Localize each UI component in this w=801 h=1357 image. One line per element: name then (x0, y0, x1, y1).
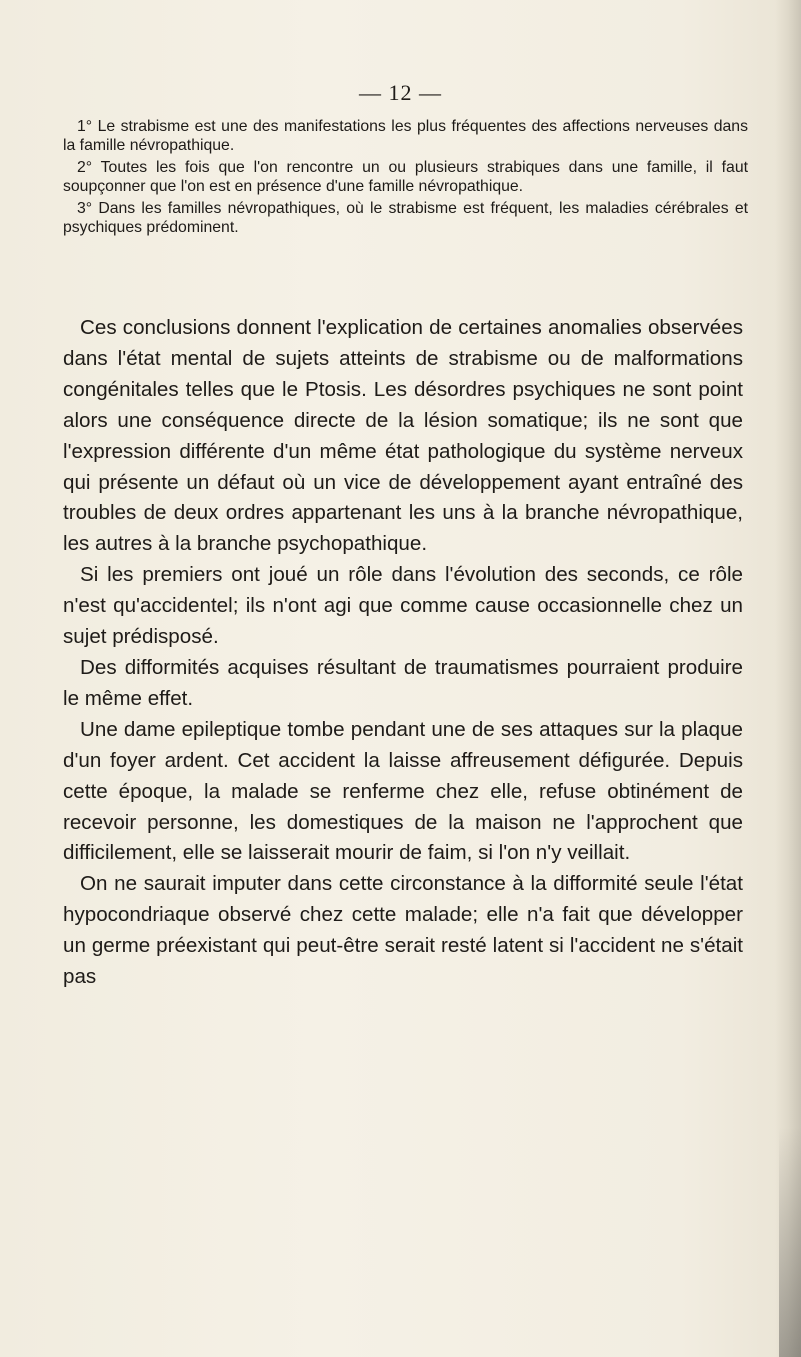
page-number: — 12 — (359, 80, 442, 105)
conclusion-item: 2° Toutes les fois que l'on rencontre un ou plusieurs strabiques dans une famille, il faut soupçonner que l'on est en présence d'une famille névropathique. (63, 159, 748, 195)
conclusion-item: 1° Le strabisme est une des manifestations les plus fréquentes des affections nerveuses dans la famille névropathique. (63, 118, 748, 154)
body-text (63, 313, 743, 993)
paragraph: Ces conclusions donnent l'explication de certaines anomalies observées dans l'état mental de sujets atteints de strabisme ou de malformations congénitales telles que le Ptosis. Les désordres psychiques ne sont point alors une conséquence directe de la lésion somatique; ils ne sont que l'expression différente d'un même état pathologique du système nerveux qui présente un défaut où un vice de développement ayant entraîné des troubles de deux ordres appartenant les uns à la branche névropathique, les autres à la branche psychopathique. (63, 316, 743, 556)
conclusions-list (63, 117, 748, 240)
paragraph: Si les premiers ont joué un rôle dans l'évolution des seconds, ce rôle n'est qu'accidentel; ils n'ont agi que comme cause occasionnelle chez un sujet prédisposé. (63, 563, 743, 649)
paragraph: Une dame epileptique tombe pendant une de ses attaques sur la plaque d'un foyer ardent. Cet accident la laisse affreusement défigurée. Depuis cette époque, la malade se renferme chez elle, refuse obtinément de recevoir personne, les domestiques de la maison ne l'approchent que difficilement, elle se laisserait mourir de faim, si l'on n'y veillait. (63, 717, 743, 865)
conclusion-item: 3° Dans les familles névropathiques, où le strabisme est fréquent, les maladies cérébrales et psychiques prédominent. (63, 200, 748, 236)
paragraph: On ne saurait imputer dans cette circonstance à la difformité seule l'état hypocondriaque observé chez cette malade; elle n'a fait que développer un germe préexistant qui peut-être serait resté latent si l'accident ne s'était pas (63, 872, 743, 989)
page-corner-shadow (779, 1127, 801, 1357)
paragraph: Des difformités acquises résultant de traumatismes pourraient produire le même effet. (63, 655, 743, 710)
